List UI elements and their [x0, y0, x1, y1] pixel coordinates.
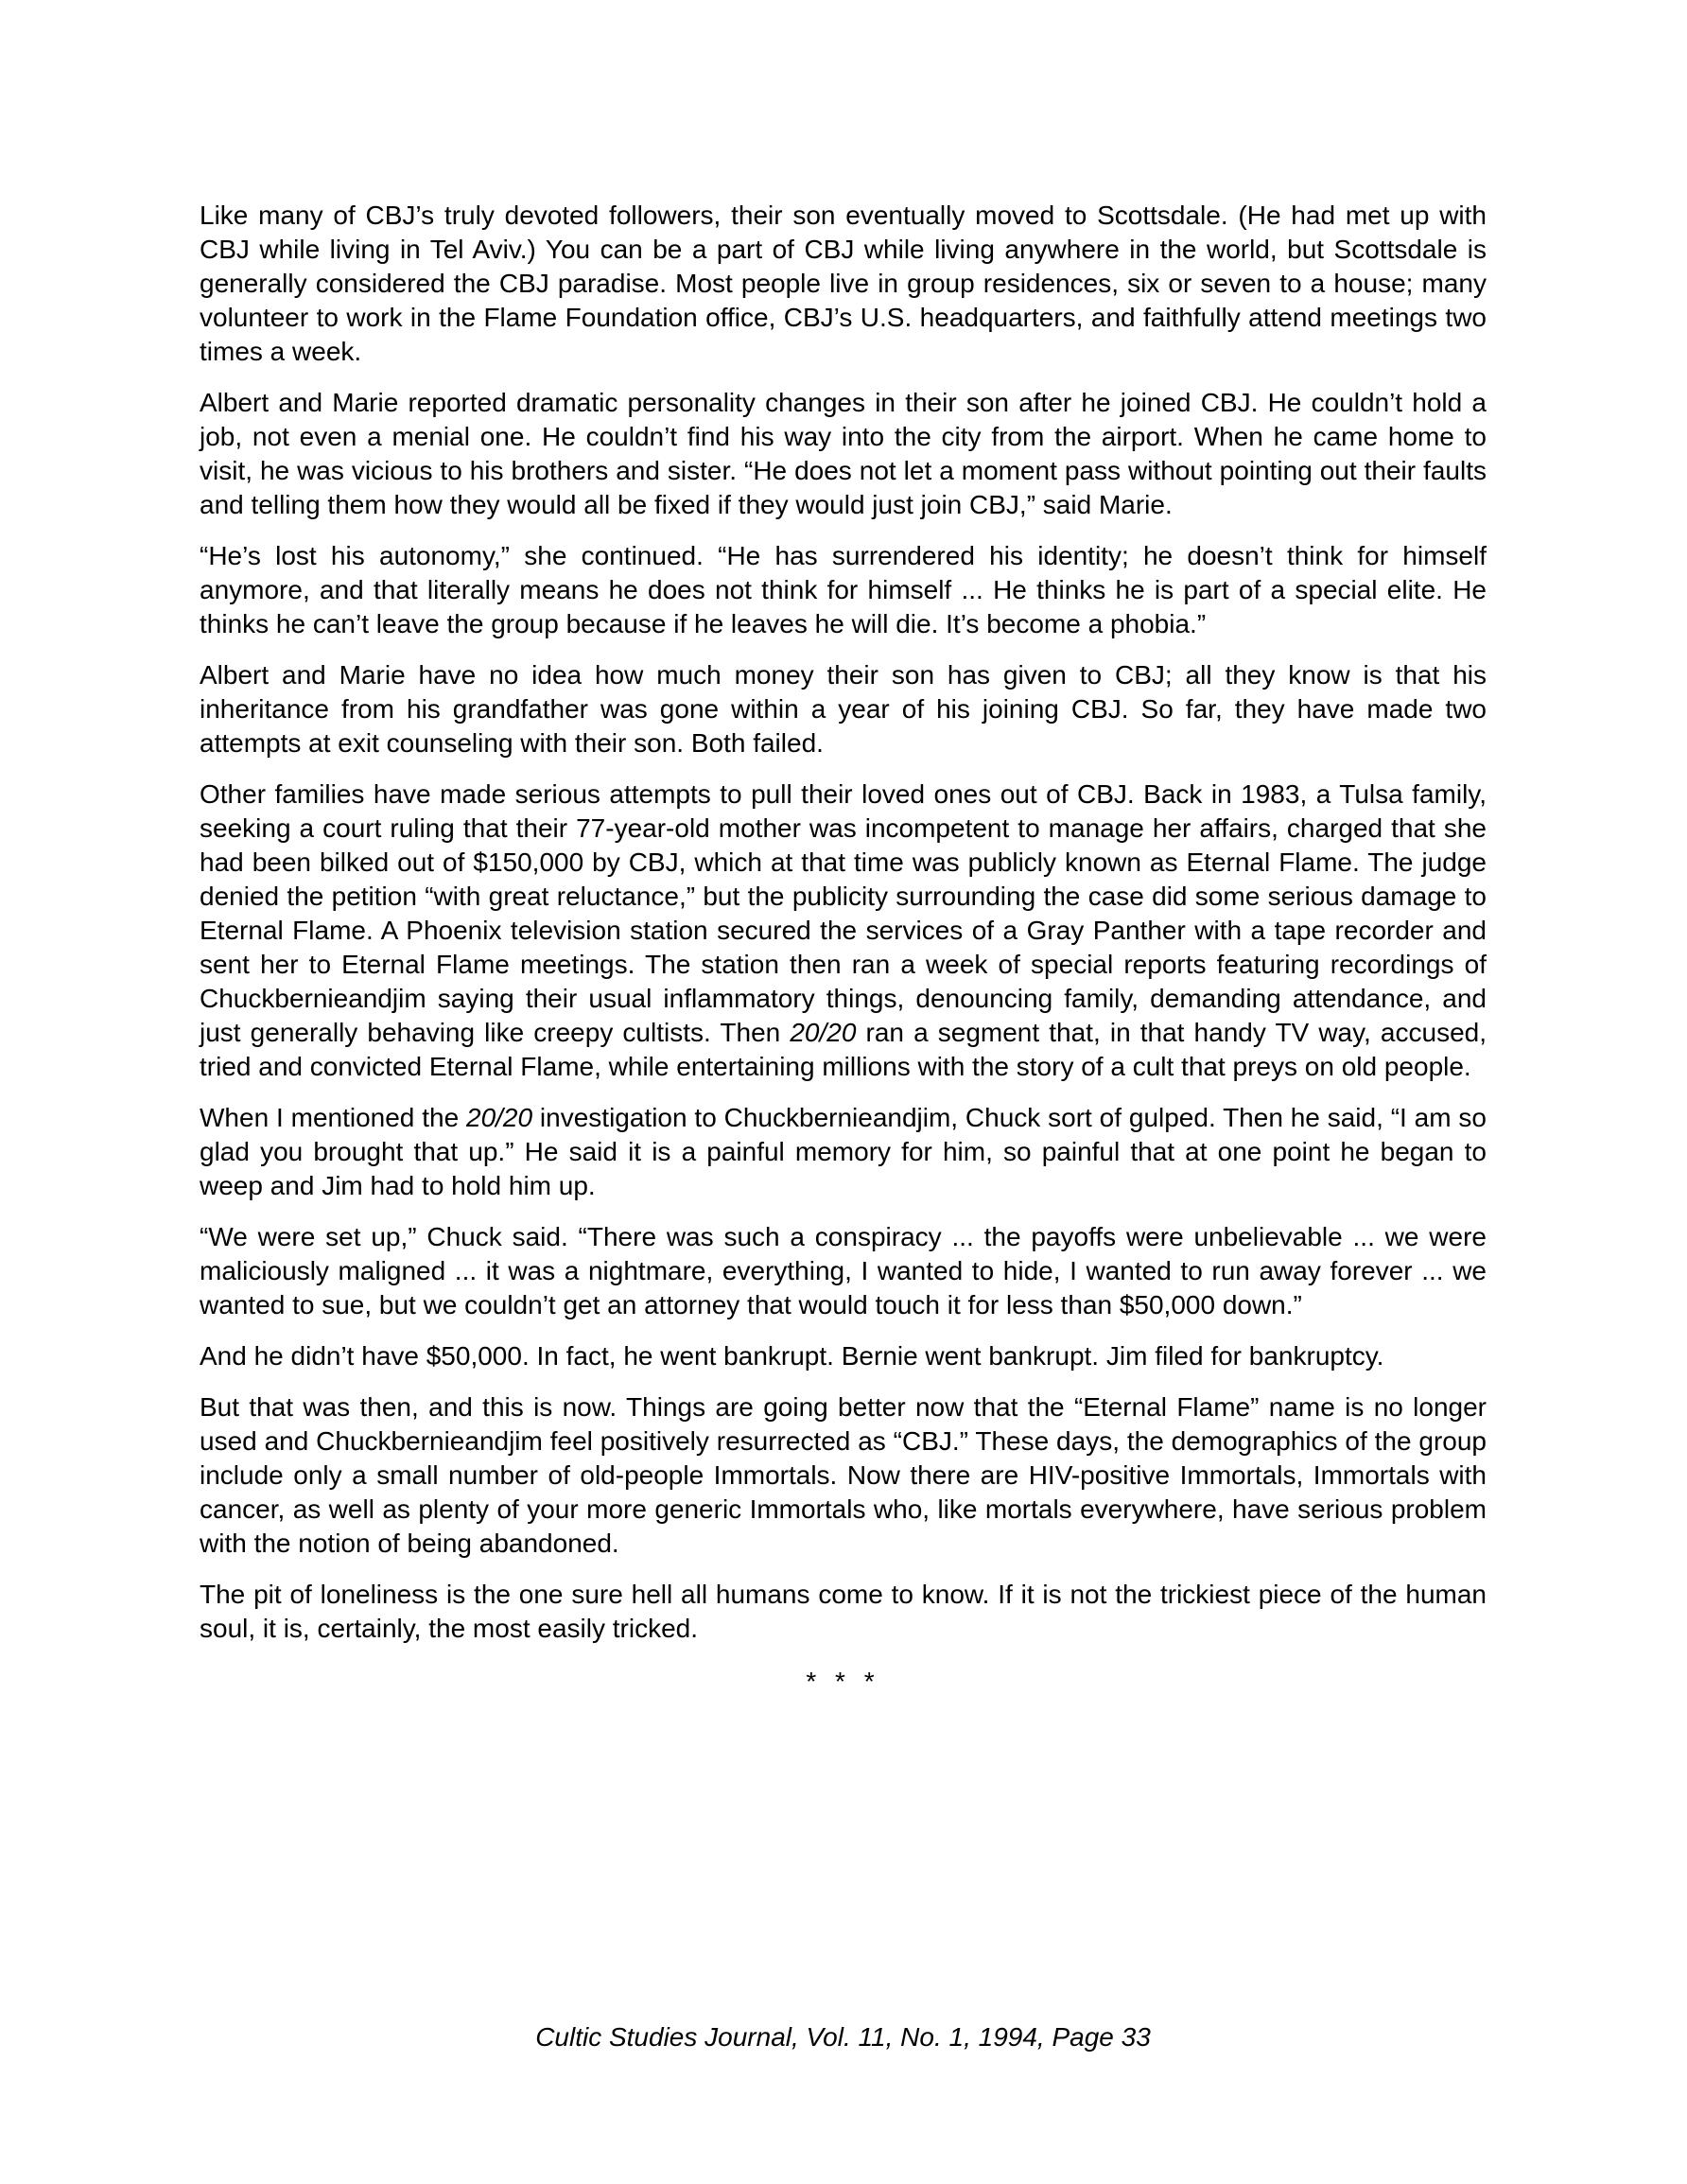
paragraph-1: Like many of CBJ’s truly devoted followers, their son eventually moved to Scottsdale. (He had met up with CBJ while living in Tel Aviv.) You can be a part of CBJ while living anywhere in the world, but Scottsdale is generally considered the CBJ paradise. Most people live in group residences, six or seven to a house; many volunteer to work in the Flame Foundation office, CBJ’s U.S. headquarters, and faithfully attend meetings two times a week.: [200, 201, 1487, 366]
paragraph-3: “He’s lost his autonomy,” she continued. “He has surrendered his identity; he doesn’t think for himself anymore, and that literally means he does not think for himself ... He thinks he is part of a special elite. He thinks he can’t leave the group because if he leaves he will die. It’s become a phobia.”: [200, 541, 1487, 638]
paragraph-6: When I mentioned the 20/20 investigation to Chuckbernieandjim, Chuck sort of gulped. Then he said, “I am so glad you brought that up.” He said it is a painful memory for him, so painful that at one point he began to weep and Jim had to hold him up.: [200, 1103, 1487, 1200]
paragraph-2: Albert and Marie reported dramatic personality changes in their son after he joined CBJ. He couldn’t hold a job, not even a menial one. He couldn’t find his way into the city from the airport. When he came home to visit, he was vicious to his brothers and sister. “He does not let a moment pass without pointing out their faults and telling them how they would all be fixed if they would just join CBJ,” said Marie.: [200, 388, 1487, 519]
paragraph-10: The pit of loneliness is the one sure hell all humans come to know. If it is not the trickiest piece of the human soul, it is, certainly, the most easily tricked.: [200, 1580, 1487, 1643]
page-footer: Cultic Studies Journal, Vol. 11, No. 1, 1994, Page 33: [535, 2022, 1151, 2052]
article-body: [200, 199, 1487, 1699]
paragraph-7: “We were set up,” Chuck said. “There was such a conspiracy ... the payoffs were unbelievable ... we were maliciously maligned ... it was a nightmare, everything, I wanted to hide, I wanted to run away forever ... we wanted to sue, but we couldn’t get an attorney that would touch it for less than $50,000 down.”: [200, 1222, 1487, 1319]
section-separator: * * *: [806, 1667, 880, 1696]
paragraph-9: But that was then, and this is now. Things are going better now that the “Eternal Flame” name is no longer used and Chuckbernieandjim feel positively resurrected as “CBJ.” These days, the demographics of the group include only a small number of old-people Immortals. Now there are HIV-positive Immortals, Immortals with cancer, as well as plenty of your more generic Immortals who, like mortals everywhere, have serious problem with the notion of being abandoned.: [200, 1392, 1487, 1558]
paragraph-8: And he didn’t have $50,000. In fact, he went bankrupt. Bernie went bankrupt. Jim filed for bankruptcy.: [200, 1341, 1384, 1371]
paragraph-4: Albert and Marie have no idea how much money their son has given to CBJ; all they know is that his inheritance from his grandfather was gone within a year of his joining CBJ. So far, they have made two attempts at exit counseling with their son. Both failed.: [200, 660, 1487, 758]
paragraph-5: Other families have made serious attempts to pull their loved ones out of CBJ. Back in 1983, a Tulsa family, seeking a court ruling that their 77-year-old mother was incompetent to manage her affairs, charged that she had been bilked out of $150,000 by CBJ, which at that time was publicly known as Eternal Flame. The judge denied the petition “with great reluctance,” but the publicity surrounding the case did some serious damage to Eternal Flame. A Phoenix television station secured the services of a Gray Panther with a tape recorder and sent her to Eternal Flame meetings. The station then ran a week of special reports featuring recordings of Chuckbernieandjim saying their usual inflammatory things, denouncing family, demanding attendance, and just generally behaving like creepy cultists. Then 20/20 ran a segment that, in that handy TV way, accused, tried and convicted Eternal Flame, while entertaining millions with the story of a cult that preys on old people.: [200, 779, 1487, 1081]
